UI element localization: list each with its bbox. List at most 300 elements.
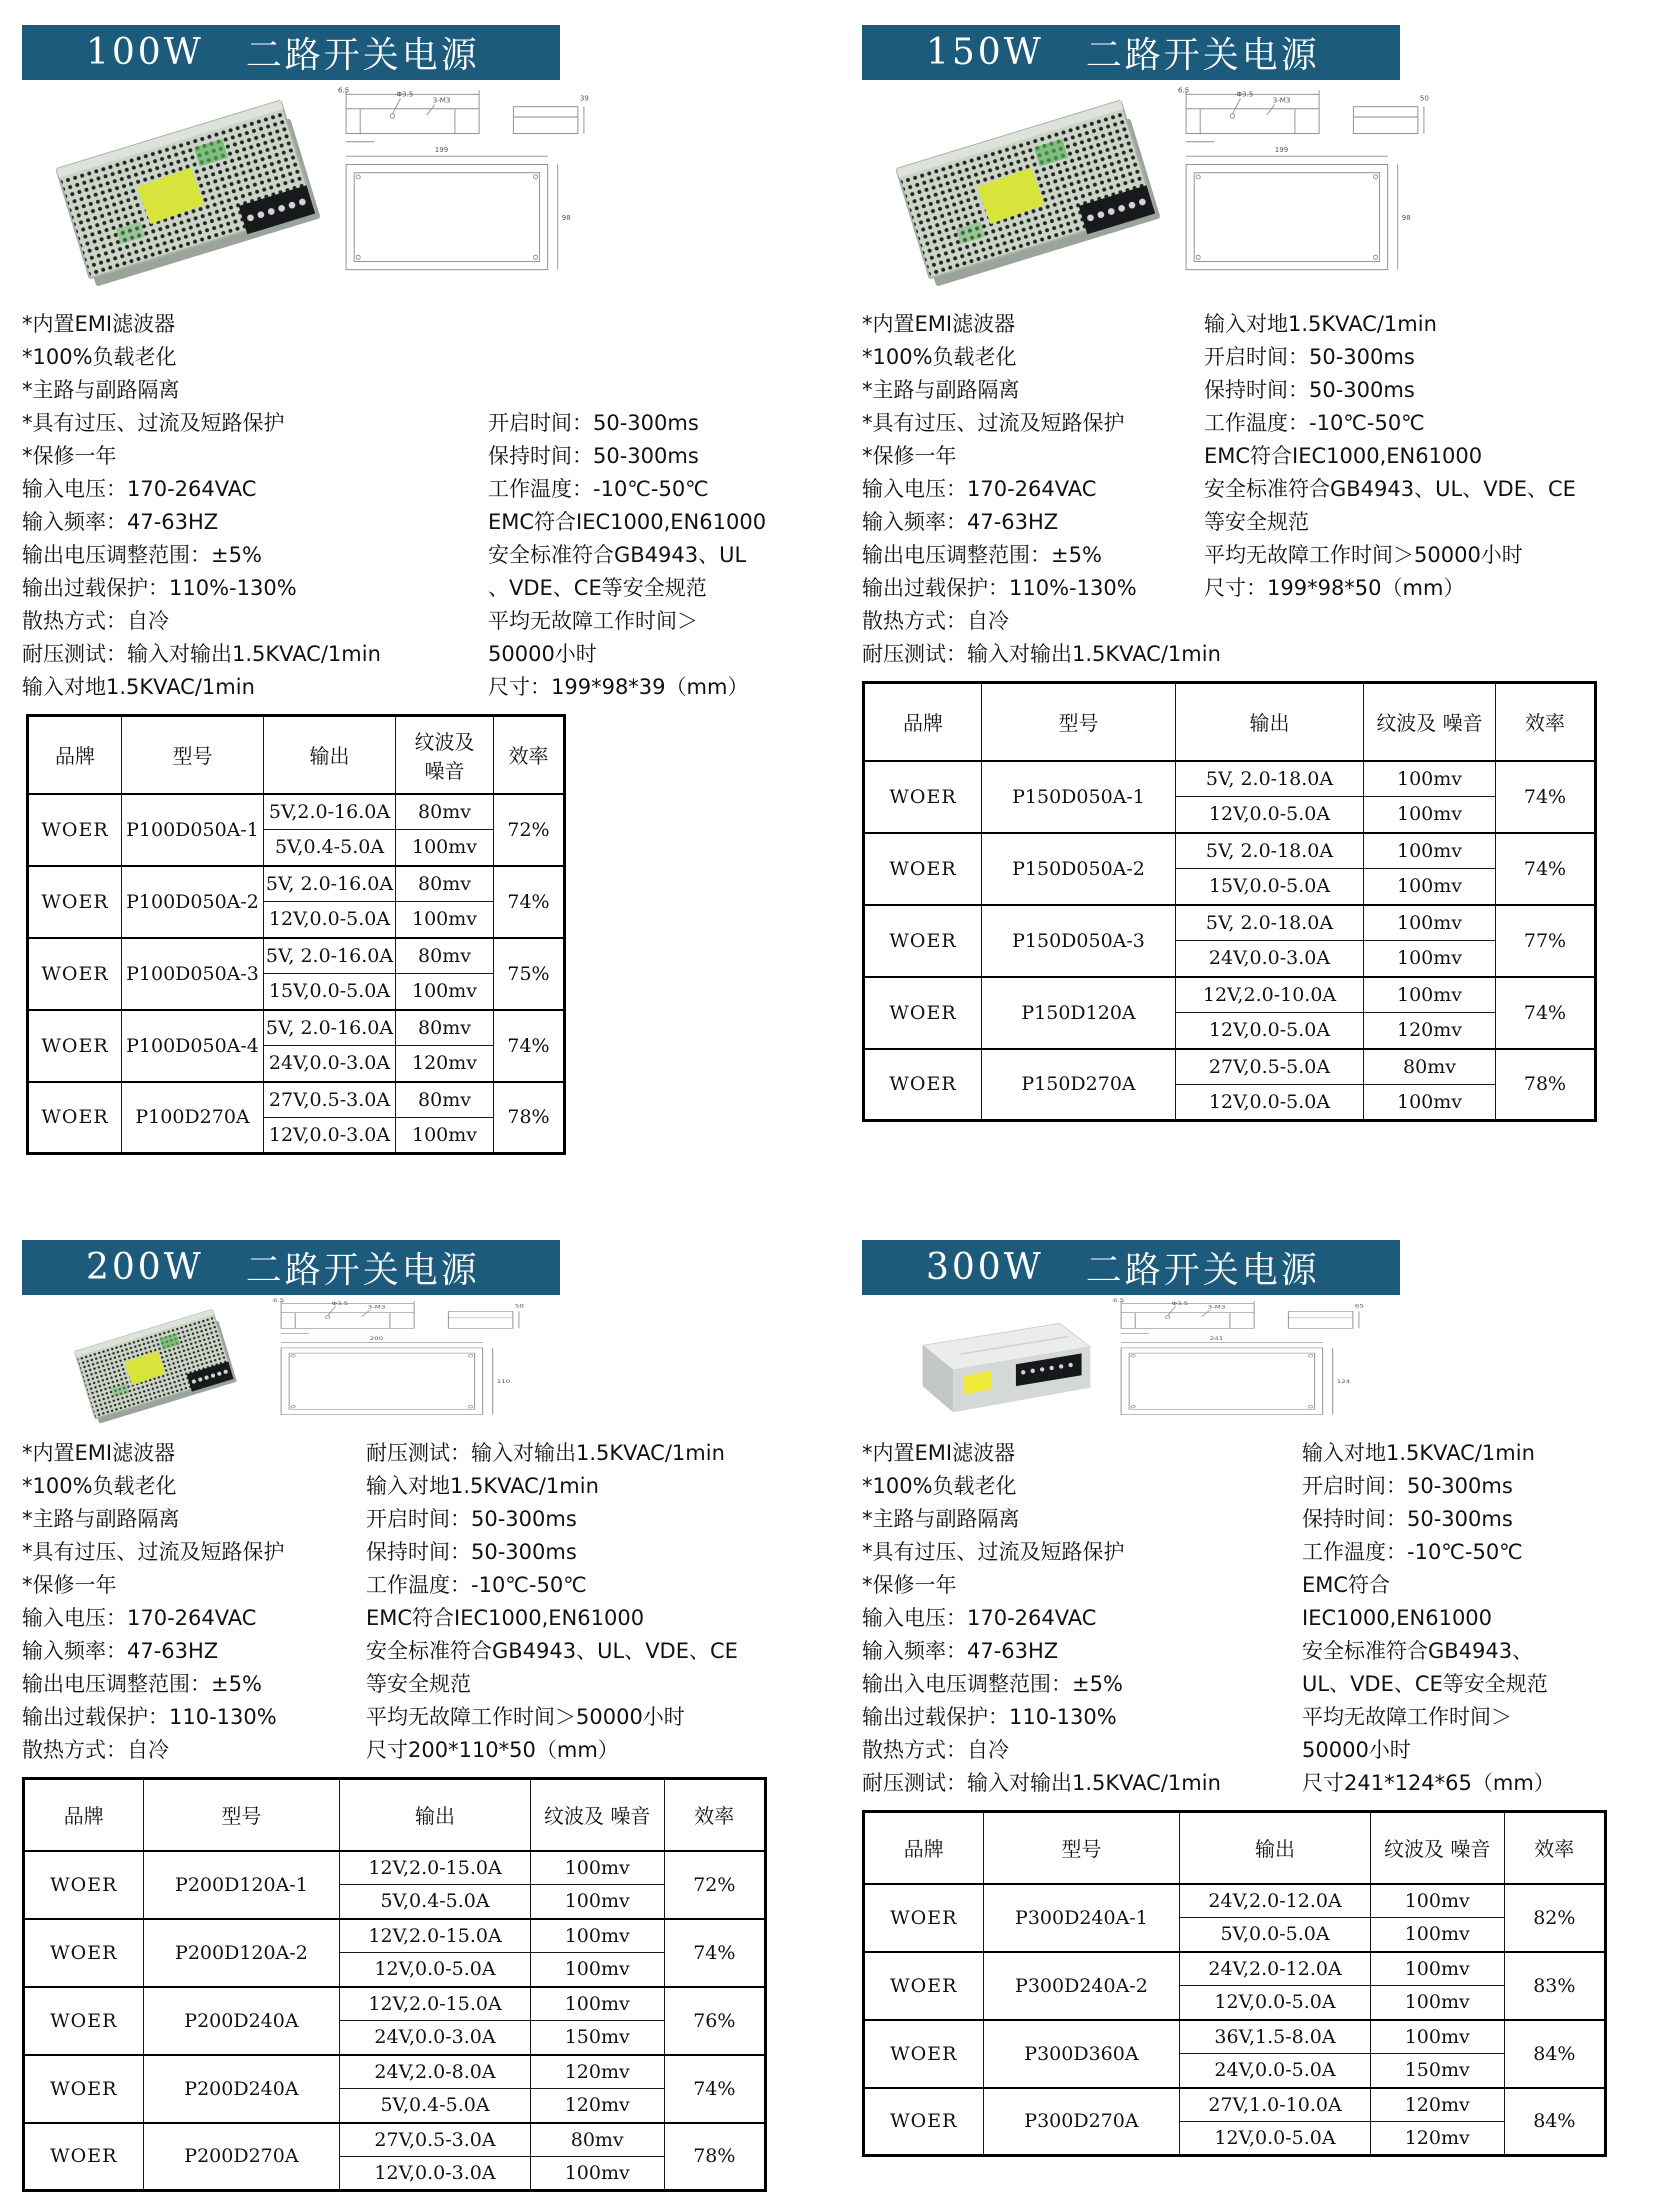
spec-line: *保修一年: [22, 444, 117, 468]
ripple-cell: 100mv: [530, 1919, 664, 1953]
output-cell: 12V,2.0-15.0A: [340, 1919, 531, 1953]
model-row: [24, 1919, 766, 1953]
model-cell: P200D270A: [143, 2123, 340, 2191]
column-header: 效率: [664, 1779, 765, 1851]
spec-list-right: [366, 1437, 822, 1767]
spec-line: 输出电压调整范围：±5%: [22, 1672, 262, 1696]
column-header: 品牌: [864, 683, 982, 761]
dim-label: 200: [369, 1336, 384, 1342]
model-row: [864, 833, 1596, 869]
dimension-drawing: [1174, 84, 1436, 284]
ripple-cell: 100mv: [530, 1885, 664, 1919]
model-cell: P150D050A-1: [982, 761, 1176, 833]
section-title: 二路开关电源: [245, 1250, 480, 1291]
spec-line: 工作温度：-10℃-50℃: [1302, 1540, 1523, 1564]
output-cell: 12V,0.0-5.0A: [1180, 2122, 1371, 2156]
model-table: [862, 681, 1597, 1122]
spec-line: 输入电压：170-264VAC: [862, 477, 1097, 501]
dimension-drawing-svg: [334, 84, 596, 280]
output-cell: 5V, 2.0-18.0A: [1176, 833, 1364, 869]
efficiency-cell: 78%: [664, 2123, 765, 2191]
ripple-cell: 80mv: [396, 938, 494, 974]
output-cell: 24V,2.0-12.0A: [1180, 1884, 1371, 1918]
model-row: [28, 794, 565, 830]
ripple-cell: 100mv: [396, 1118, 494, 1154]
column-header: 输出: [1180, 1812, 1371, 1884]
spec-block: [862, 1437, 1652, 1800]
model-cell: P300D240A-1: [983, 1884, 1180, 1952]
ripple-cell: 150mv: [1370, 2054, 1504, 2088]
ripple-cell: 120mv: [1370, 2088, 1504, 2122]
spec-line: 平均无故障工作时间＞50000小时: [1204, 543, 1523, 567]
ripple-cell: 80mv: [396, 866, 494, 902]
spec-line: 工作温度：-10℃-50℃: [1204, 411, 1425, 435]
model-cell: P150D050A-2: [982, 833, 1176, 905]
section-300w: [830, 1215, 1660, 2205]
dim-label: Φ3.5: [1171, 1300, 1189, 1307]
ripple-cell: 120mv: [1370, 2122, 1504, 2156]
spec-line: EMC符合IEC1000,EN61000: [366, 1606, 645, 1630]
ripple-cell: 120mv: [396, 1046, 494, 1082]
efficiency-cell: 74%: [664, 1919, 765, 1987]
ripple-cell: 100mv: [1364, 761, 1496, 797]
ripple-cell: 100mv: [1364, 833, 1496, 869]
model-cell: P200D120A-1: [143, 1851, 340, 1919]
spec-block: [22, 308, 822, 704]
output-cell: 5V, 2.0-16.0A: [264, 1010, 396, 1046]
spec-line: *100%负载老化: [22, 345, 177, 369]
spec-line: 平均无故障工作时间＞: [488, 609, 698, 633]
spec-line: 散热方式：自冷: [22, 609, 169, 633]
brand-cell: WOER: [864, 1049, 982, 1121]
model-cell: P300D240A-2: [983, 1952, 1180, 2020]
column-header: 品牌: [864, 1812, 984, 1884]
section-title-bar: [22, 25, 560, 80]
dim-label: 3-M3: [367, 1304, 386, 1311]
ripple-cell: 100mv: [1364, 869, 1496, 905]
output-cell: 5V,0.4-5.0A: [340, 1885, 531, 1919]
brand-cell: WOER: [864, 2088, 984, 2156]
spec-list-left: [22, 308, 488, 704]
section-200w: [0, 1215, 830, 2205]
dim-label: 110: [496, 1379, 511, 1385]
spec-line: 50000小时: [488, 642, 597, 666]
spec-line: 耐压测试：输入对输出1.5KVAC/1min: [862, 642, 1221, 666]
spec-line: 散热方式：自冷: [862, 609, 1009, 633]
column-header: 型号: [122, 716, 264, 794]
dim-label: 124: [1336, 1379, 1351, 1385]
brand-cell: WOER: [864, 977, 982, 1049]
ripple-cell: 100mv: [1364, 941, 1496, 977]
model-row: [864, 1884, 1606, 1918]
model-cell: P150D050A-3: [982, 905, 1176, 977]
spec-line: 开启时间：50-300ms: [1204, 345, 1415, 369]
brand-cell: WOER: [24, 1851, 144, 1919]
spec-list-right: [488, 308, 822, 704]
model-row: [28, 866, 565, 902]
efficiency-cell: 78%: [1496, 1049, 1596, 1121]
output-cell: 27V,1.0-10.0A: [1180, 2088, 1371, 2122]
spec-line: *内置EMI滤波器: [862, 312, 1016, 336]
output-cell: 15V,0.0-5.0A: [264, 974, 396, 1010]
dim-label: 50: [1419, 93, 1429, 103]
model-cell: P100D270A: [122, 1082, 264, 1154]
spec-line: 开启时间：50-300ms: [366, 1507, 577, 1531]
output-cell: 12V,0.0-5.0A: [1176, 1085, 1364, 1121]
spec-line: 输入电压：170-264VAC: [22, 1606, 257, 1630]
model-cell: P100D050A-1: [122, 794, 264, 866]
media-row: [22, 85, 822, 302]
spec-line: 输出过载保护：110-130%: [862, 1705, 1117, 1729]
spec-line: 保持时间：50-300ms: [1204, 378, 1415, 402]
column-header: 效率: [1504, 1812, 1605, 1884]
output-cell: 12V,0.0-3.0A: [264, 1118, 396, 1154]
efficiency-cell: 78%: [494, 1082, 565, 1154]
dim-label: 199: [434, 145, 449, 155]
model-cell: P100D050A-4: [122, 1010, 264, 1082]
spec-line: *具有过压、过流及短路保护: [22, 411, 285, 435]
enclosed-psu-illustration: [888, 1303, 1103, 1427]
spec-list-right: [1204, 308, 1652, 671]
perforated-psu-illustration: [48, 1303, 263, 1427]
spec-line: 开启时间：50-300ms: [488, 411, 699, 435]
spec-line: 平均无故障工作时间＞50000小时: [366, 1705, 685, 1729]
dimension-drawing-svg: [1174, 84, 1436, 280]
spec-line: *保修一年: [22, 1573, 117, 1597]
model-row: [24, 2123, 766, 2157]
model-row: [28, 1082, 565, 1118]
spec-line: 输入对地1.5KVAC/1min: [366, 1474, 599, 1498]
output-cell: 27V,0.5-5.0A: [1176, 1049, 1364, 1085]
dim-label: Φ3.5: [1236, 89, 1254, 99]
spec-line: 输入电压：170-264VAC: [22, 477, 257, 501]
dim-label: 65: [1354, 1303, 1364, 1309]
spec-line: 平均无故障工作时间＞: [1302, 1705, 1512, 1729]
spec-line: 输入对地1.5KVAC/1min: [1204, 312, 1437, 336]
brand-cell: WOER: [864, 2020, 984, 2088]
ripple-cell: 100mv: [396, 830, 494, 866]
dim-label: 39: [579, 93, 589, 103]
spec-line: 输出电压调整范围：±5%: [862, 543, 1102, 567]
table-header-row: [864, 1812, 1606, 1884]
output-cell: 12V,0.0-5.0A: [1176, 797, 1364, 833]
ripple-cell: 100mv: [1364, 977, 1496, 1013]
ripple-cell: 80mv: [396, 1010, 494, 1046]
column-header: 效率: [1496, 683, 1596, 761]
product-photo-perforated: [48, 1303, 263, 1431]
dim-label: 241: [1209, 1336, 1224, 1342]
output-cell: 5V, 2.0-16.0A: [264, 938, 396, 974]
ripple-cell: 100mv: [1370, 1918, 1504, 1952]
ripple-cell: 120mv: [530, 2089, 664, 2123]
spec-line: 安全标准符合GB4943、UL: [488, 543, 747, 567]
brand-cell: WOER: [864, 761, 982, 833]
spec-line: 输入频率：47-63HZ: [22, 510, 219, 534]
model-row: [864, 905, 1596, 941]
output-cell: 12V,2.0-15.0A: [340, 1851, 531, 1885]
output-cell: 24V,2.0-12.0A: [1180, 1952, 1371, 1986]
output-cell: 5V, 2.0-18.0A: [1176, 761, 1364, 797]
model-table: [26, 714, 566, 1155]
output-cell: 12V,2.0-15.0A: [340, 1987, 531, 2021]
output-cell: 24V,0.0-3.0A: [1176, 941, 1364, 977]
ripple-cell: 100mv: [1370, 2020, 1504, 2054]
ripple-cell: 80mv: [1364, 1049, 1496, 1085]
media-row: [862, 85, 1652, 302]
brand-cell: WOER: [864, 905, 982, 977]
spec-line: 输出入电压调整范围：±5%: [862, 1672, 1123, 1696]
ripple-cell: 100mv: [396, 902, 494, 938]
spec-line: *主路与副路隔离: [862, 378, 1020, 402]
ripple-cell: 100mv: [1364, 797, 1496, 833]
brand-cell: WOER: [28, 938, 122, 1010]
output-cell: 12V,0.0-5.0A: [1180, 1986, 1371, 2020]
model-cell: P150D120A: [982, 977, 1176, 1049]
output-cell: 27V,0.5-3.0A: [264, 1082, 396, 1118]
model-cell: P100D050A-2: [122, 866, 264, 938]
ripple-cell: 80mv: [530, 2123, 664, 2157]
model-row: [864, 977, 1596, 1013]
model-cell: P200D240A: [143, 2055, 340, 2123]
dim-label: 6.5: [273, 1298, 285, 1304]
section-100w: [0, 0, 830, 1215]
efficiency-cell: 84%: [1504, 2020, 1605, 2088]
media-row: [22, 1298, 822, 1431]
column-header: 效率: [494, 716, 565, 794]
column-header: 品牌: [28, 716, 122, 794]
table-header-row: [864, 683, 1596, 761]
model-row: [864, 761, 1596, 797]
ripple-cell: 120mv: [1364, 1013, 1496, 1049]
output-cell: 5V,0.0-5.0A: [1180, 1918, 1371, 1952]
column-header: 纹波及 噪音: [530, 1779, 664, 1851]
ripple-cell: 100mv: [530, 2157, 664, 2191]
output-cell: 5V,0.4-5.0A: [264, 830, 396, 866]
spec-line: 输入电压：170-264VAC: [862, 1606, 1097, 1630]
spec-line: 尺寸241*124*65（mm）: [1302, 1771, 1555, 1795]
efficiency-cell: 74%: [1496, 977, 1596, 1049]
brand-cell: WOER: [864, 833, 982, 905]
dim-label: 199: [1274, 145, 1289, 155]
ripple-cell: 100mv: [530, 1953, 664, 1987]
model-row: [864, 1952, 1606, 1986]
spec-line: *100%负载老化: [22, 1474, 177, 1498]
product-photo-enclosed: [888, 1303, 1103, 1431]
spec-line: 输出过载保护：110%-130%: [22, 576, 297, 600]
spec-line: *内置EMI滤波器: [22, 1441, 176, 1465]
output-cell: 5V,2.0-16.0A: [264, 794, 396, 830]
output-cell: 24V,2.0-8.0A: [340, 2055, 531, 2089]
model-cell: P100D050A-3: [122, 938, 264, 1010]
brand-cell: WOER: [28, 1082, 122, 1154]
efficiency-cell: 76%: [664, 1987, 765, 2055]
column-header: 型号: [143, 1779, 340, 1851]
column-header: 纹波及 噪音: [1364, 683, 1496, 761]
output-cell: 27V,0.5-3.0A: [340, 2123, 531, 2157]
efficiency-cell: 82%: [1504, 1884, 1605, 1952]
spec-list-right: [1302, 1437, 1652, 1800]
ripple-cell: 100mv: [1370, 1986, 1504, 2020]
spec-line: 尺寸：199*98*39（mm）: [488, 675, 749, 699]
dim-label: 6.5: [338, 85, 350, 95]
spec-line: *主路与副路隔离: [22, 1507, 180, 1531]
model-row: [28, 1010, 565, 1046]
efficiency-cell: 84%: [1504, 2088, 1605, 2156]
brand-cell: WOER: [24, 1987, 144, 2055]
spec-line: 开启时间：50-300ms: [1302, 1474, 1513, 1498]
dimension-drawing: [334, 84, 596, 284]
brand-cell: WOER: [864, 1952, 984, 2020]
spec-line: 保持时间：50-300ms: [1302, 1507, 1513, 1531]
column-header: 纹波及 噪音: [396, 716, 494, 794]
spec-line: EMC符合IEC1000,EN61000: [1204, 444, 1483, 468]
column-header: 型号: [982, 683, 1176, 761]
section-title: 二路开关电源: [1085, 35, 1320, 76]
model-cell: P300D270A: [983, 2088, 1180, 2156]
spec-line: 安全标准符合GB4943、UL、VDE、CE: [1204, 477, 1576, 501]
spec-line: *主路与副路隔离: [22, 378, 180, 402]
spec-line: 输入频率：47-63HZ: [22, 1639, 219, 1663]
section-title-bar: [22, 1240, 560, 1295]
output-cell: 12V,2.0-10.0A: [1176, 977, 1364, 1013]
spec-line: 安全标准符合GB4943、UL、VDE、CE: [366, 1639, 738, 1663]
model-row: [24, 2055, 766, 2089]
perforated-psu-illustration: [888, 90, 1168, 292]
section-150w: [830, 0, 1660, 1215]
output-cell: 36V,1.5-8.0A: [1180, 2020, 1371, 2054]
efficiency-cell: 74%: [494, 866, 565, 938]
spec-line: 散热方式：自冷: [862, 1738, 1009, 1762]
column-header: 纹波及 噪音: [1370, 1812, 1504, 1884]
spec-line: 耐压测试：输入对输出1.5KVAC/1min: [862, 1771, 1221, 1795]
spec-line: 散热方式：自冷: [22, 1738, 169, 1762]
spec-line: 耐压测试：输入对输出1.5KVAC/1min: [22, 642, 381, 666]
spec-list-left: [22, 1437, 366, 1767]
efficiency-cell: 77%: [1496, 905, 1596, 977]
output-cell: 15V,0.0-5.0A: [1176, 869, 1364, 905]
dim-label: 98: [561, 213, 571, 223]
spec-line: 、VDE、CE等安全规范: [488, 576, 707, 600]
output-cell: 12V,0.0-5.0A: [1176, 1013, 1364, 1049]
spec-line: 等安全规范: [1204, 510, 1309, 534]
efficiency-cell: 83%: [1504, 1952, 1605, 2020]
ripple-cell: 100mv: [1364, 905, 1496, 941]
dim-label: 98: [1401, 213, 1411, 223]
dimension-drawing: [1109, 1297, 1371, 1425]
spec-line: 尺寸：199*98*50（mm）: [1204, 576, 1465, 600]
spec-line: 输出电压调整范围：±5%: [22, 543, 262, 567]
table-header-row: [24, 1779, 766, 1851]
ripple-cell: 100mv: [396, 974, 494, 1010]
output-cell: 5V, 2.0-16.0A: [264, 866, 396, 902]
model-table: [22, 1777, 767, 2192]
spec-line: *内置EMI滤波器: [862, 1441, 1016, 1465]
spec-line: IEC1000,EN61000: [1302, 1606, 1493, 1630]
section-title-bar: [862, 1240, 1400, 1295]
spec-line: 保持时间：50-300ms: [366, 1540, 577, 1564]
output-cell: 12V,0.0-5.0A: [264, 902, 396, 938]
efficiency-cell: 74%: [664, 2055, 765, 2123]
model-table: [862, 1810, 1607, 2157]
output-cell: 12V,0.0-5.0A: [340, 1953, 531, 1987]
ripple-cell: 80mv: [396, 1082, 494, 1118]
spec-line: UL、VDE、CE等安全规范: [1302, 1672, 1548, 1696]
dim-label: Φ3.5: [331, 1300, 349, 1307]
spec-line: 安全标准符合GB4943、: [1302, 1639, 1534, 1663]
model-row: [864, 1049, 1596, 1085]
output-cell: 24V,0.0-3.0A: [340, 2021, 531, 2055]
spec-line: 输入频率：47-63HZ: [862, 510, 1059, 534]
model-row: [864, 2020, 1606, 2054]
spec-line: 尺寸200*110*50（mm）: [366, 1738, 619, 1762]
model-row: [24, 1987, 766, 2021]
section-wattage: 300W: [926, 1247, 1044, 1288]
efficiency-cell: 74%: [1496, 761, 1596, 833]
section-wattage: 100W: [86, 32, 204, 73]
output-cell: 5V, 2.0-18.0A: [1176, 905, 1364, 941]
spec-line: 输出过载保护：110%-130%: [862, 576, 1137, 600]
dim-label: Φ3.5: [396, 89, 414, 99]
efficiency-cell: 74%: [494, 1010, 565, 1082]
ripple-cell: 150mv: [530, 2021, 664, 2055]
dimension-drawing-svg: [269, 1297, 531, 1421]
output-cell: 24V,0.0-3.0A: [264, 1046, 396, 1082]
section-title-bar: [862, 25, 1400, 80]
dim-label: 3-M3: [1207, 1304, 1226, 1311]
model-row: [864, 2088, 1606, 2122]
section-wattage: 150W: [926, 32, 1044, 73]
model-row: [24, 1851, 766, 1885]
dimension-drawing-svg: [1109, 1297, 1371, 1421]
efficiency-cell: 72%: [494, 794, 565, 866]
output-cell: 5V,0.4-5.0A: [340, 2089, 531, 2123]
spec-block: [22, 1437, 822, 1767]
dim-label: 6.5: [1113, 1298, 1125, 1304]
spec-line: 工作温度：-10℃-50℃: [366, 1573, 587, 1597]
brand-cell: WOER: [28, 866, 122, 938]
spec-line: *保修一年: [862, 444, 957, 468]
output-cell: 24V,0.0-5.0A: [1180, 2054, 1371, 2088]
ripple-cell: 100mv: [1370, 1952, 1504, 1986]
ripple-cell: 120mv: [530, 2055, 664, 2089]
media-row: [862, 1298, 1652, 1431]
spec-line: 输入频率：47-63HZ: [862, 1639, 1059, 1663]
spec-line: *100%负载老化: [862, 1474, 1017, 1498]
ripple-cell: 80mv: [396, 794, 494, 830]
efficiency-cell: 75%: [494, 938, 565, 1010]
spec-line: 50000小时: [1302, 1738, 1411, 1762]
spec-line: *保修一年: [862, 1573, 957, 1597]
model-cell: P300D360A: [983, 2020, 1180, 2088]
spec-line: 耐压测试：输入对输出1.5KVAC/1min: [366, 1441, 725, 1465]
column-header: 品牌: [24, 1779, 144, 1851]
ripple-cell: 100mv: [530, 1987, 664, 2021]
spec-line: *具有过压、过流及短路保护: [862, 411, 1125, 435]
ripple-cell: 100mv: [1364, 1085, 1496, 1121]
spec-line: *100%负载老化: [862, 345, 1017, 369]
product-photo-perforated: [48, 90, 328, 296]
spec-line: *具有过压、过流及短路保护: [862, 1540, 1125, 1564]
spec-line: 输入对地1.5KVAC/1min: [22, 675, 255, 699]
brand-cell: WOER: [24, 2123, 144, 2191]
spec-line: 保持时间：50-300ms: [488, 444, 699, 468]
spec-line: *内置EMI滤波器: [22, 312, 176, 336]
spec-line: 输出过载保护：110-130%: [22, 1705, 277, 1729]
output-cell: 12V,0.0-3.0A: [340, 2157, 531, 2191]
dim-label: 6.5: [1178, 85, 1190, 95]
table-header-row: [28, 716, 565, 794]
section-title: 二路开关电源: [1085, 1250, 1320, 1291]
